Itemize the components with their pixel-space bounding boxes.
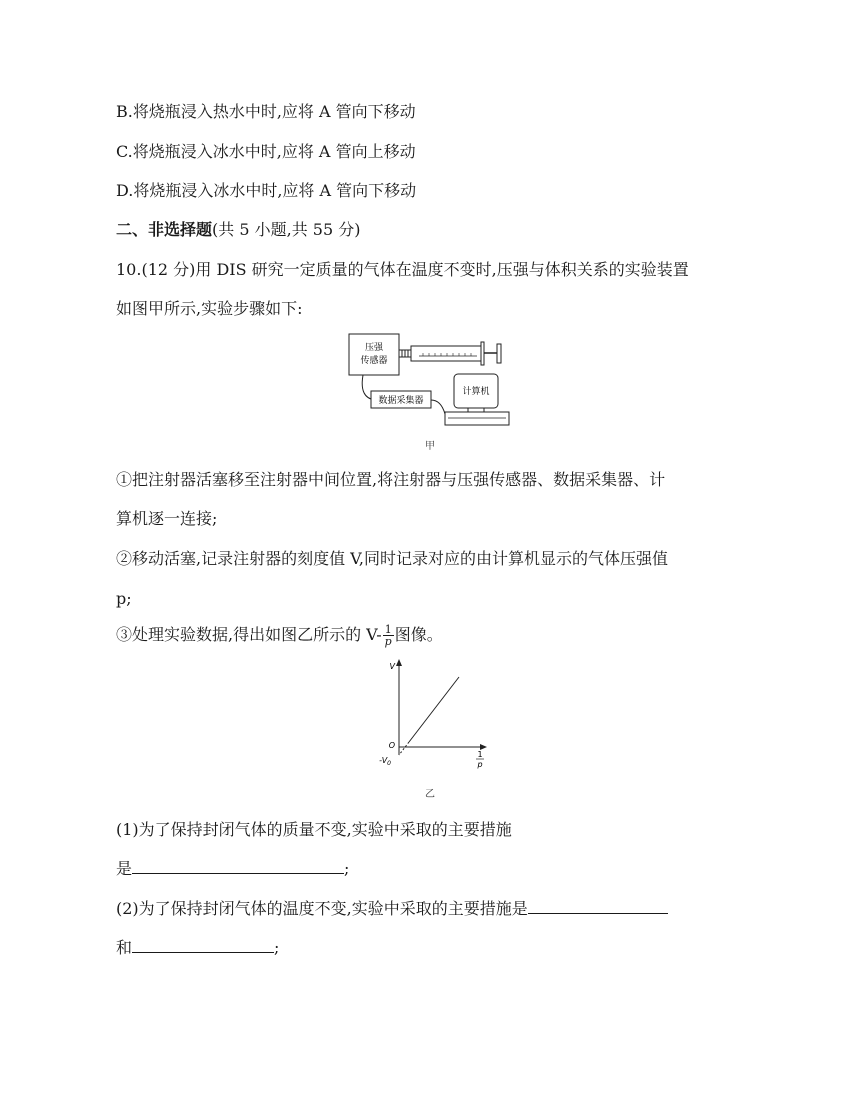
step1-line1: ①把注射器活塞移至注射器中间位置,将注射器与压强传感器、数据采集器、计 — [116, 470, 666, 489]
figure-jia-caption: 甲 — [425, 441, 435, 452]
option-b: B.将烧瓶浸入热水中时,应将 A 管向下移动 — [116, 102, 416, 121]
sub1-line2 — [116, 857, 349, 880]
origin-label: O — [388, 741, 395, 750]
step3-line — [116, 624, 443, 647]
figure-v-1-over-p-graph — [370, 655, 490, 775]
y-axis-arrow — [396, 659, 402, 666]
x-axis-label-denominator: p — [477, 760, 483, 769]
section-heading-title: 二、非选择题 — [116, 220, 213, 239]
step3-fraction-denominator: p — [384, 635, 392, 648]
step2-line2: p; — [116, 589, 132, 608]
q10-line2: 如图甲所示,实验步骤如下: — [116, 299, 303, 318]
figure-apparatus — [345, 330, 515, 432]
sub2-line2 — [116, 936, 279, 959]
step2-line1: ②移动活塞,记录注射器的刻度值 V,同时记录对应的由计算机显示的气体压强值 — [116, 549, 669, 568]
intercept-label-main: -V — [379, 756, 388, 765]
sub2-prefix: 和 — [116, 938, 133, 957]
computer-label: 计算机 — [462, 387, 490, 397]
sub1-answer-blank[interactable] — [132, 857, 344, 874]
option-c: C.将烧瓶浸入冰水中时,应将 A 管向上移动 — [116, 142, 416, 161]
option-d: D.将烧瓶浸入冰水中时,应将 A 管向下移动 — [116, 181, 417, 200]
figure-yi-caption: 乙 — [425, 789, 435, 800]
section-heading-note: (共 5 小题,共 55 分) — [212, 220, 361, 239]
step3-fraction-numerator: 1 — [383, 624, 394, 636]
step3-fraction — [383, 624, 394, 647]
data-collector-label: 数据采集器 — [378, 396, 424, 406]
sub2-answer-blank-2[interactable] — [132, 936, 274, 953]
sub1-end: ; — [344, 859, 350, 878]
x-axis-label-numerator: 1 — [477, 750, 483, 759]
sub2-text: (2)为了保持封闭气体的温度不变,实验中采取的主要措施是 — [116, 899, 528, 918]
pressure-sensor-box — [349, 334, 399, 375]
graph-line-extrapolation — [399, 742, 409, 755]
syringe-plunger — [497, 344, 501, 363]
syringe-flange — [481, 342, 484, 365]
intercept-label — [379, 756, 391, 767]
sub2-line1 — [116, 897, 668, 920]
step3-text-post: 图像。 — [394, 625, 443, 644]
sub2-end: ; — [274, 938, 280, 957]
y-axis-label: V — [389, 662, 395, 671]
computer-base — [445, 412, 509, 425]
step1-line2: 算机逐一连接; — [116, 509, 218, 528]
pressure-sensor-label-2: 传感器 — [360, 356, 388, 366]
sub2-answer-blank-1[interactable] — [528, 897, 668, 914]
graph-line — [409, 677, 459, 742]
pressure-sensor-label-1: 压强 — [364, 343, 384, 353]
sub1-line1: (1)为了保持封闭气体的质量不变,实验中采取的主要措施 — [116, 820, 512, 839]
sub1-prefix: 是 — [116, 859, 133, 878]
section-heading — [116, 219, 360, 241]
intercept-label-subscript: 0 — [387, 760, 391, 767]
q10-line1: 10.(12 分)用 DIS 研究一定质量的气体在温度不变时,压强与体积关系的实验装置 — [116, 260, 689, 279]
step3-text-pre: ③处理实验数据,得出如图乙所示的 V- — [116, 625, 382, 644]
syringe-barrel — [411, 346, 481, 361]
